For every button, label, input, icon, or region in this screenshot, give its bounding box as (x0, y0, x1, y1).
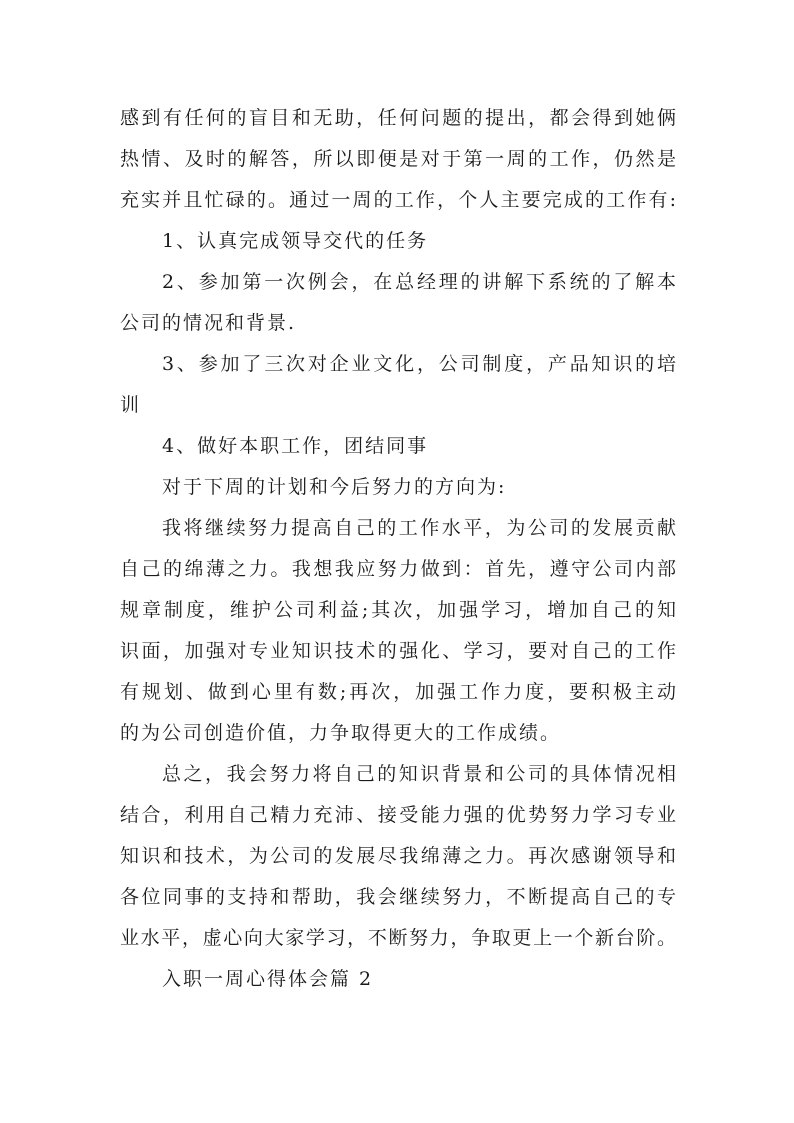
text-line: 知识和技术，为公司的发展尽我绵薄之力。再次感谢领导和 (120, 845, 676, 867)
text-line: 充实并且忙碌的。通过一周的工作，个人主要完成的工作有: (120, 189, 676, 211)
paragraph-intro: 对于下周的计划和今后努力的方向为: (162, 476, 507, 498)
text-line: 公司的情况和背景. (120, 312, 297, 334)
text-line: 识面，加强对专业知识技术的强化、学习，要对自己的工作 (120, 640, 676, 662)
list-item-2: 2、参加第一次例会，在总经理的讲解下系统的了解本 (162, 271, 676, 293)
text-line: 感到有任何的盲目和无助，任何问题的提出，都会得到她俩 (120, 107, 676, 129)
text-line: 热情、及时的解答，所以即便是对于第一周的工作，仍然是 (120, 148, 676, 170)
text-line: 训 (120, 394, 142, 416)
text-line: 我将继续努力提高自己的工作水平，为公司的发展贡献 (162, 517, 676, 539)
list-item-4: 4、做好本职工作，团结同事 (162, 435, 429, 457)
text-line: 各位同事的支持和帮助，我会继续努力，不断提高自己的专 (120, 886, 676, 908)
text-line: 规章制度，维护公司利益;其次，加强学习，增加自己的知 (120, 599, 676, 621)
text-line: 结合，利用自己精力充沛、接受能力强的优势努力学习专业 (120, 804, 676, 826)
text-line: 总之，我会努力将自己的知识背景和公司的具体情况相 (162, 763, 676, 785)
text-line: 业水平，虚心向大家学习，不断努力，争取更上一个新台阶。 (120, 927, 676, 949)
section-heading: 入职一周心得体会篇 2 (162, 968, 374, 990)
text-line: 的为公司创造价值，力争取得更大的工作成绩。 (120, 722, 562, 744)
list-item-3: 3、参加了三次对企业文化，公司制度，产品知识的培 (162, 353, 676, 375)
list-item-1: 1、认真完成领导交代的任务 (162, 230, 429, 252)
text-line: 有规划、做到心里有数;再次，加强工作力度，要积极主动 (120, 681, 676, 703)
document-body (120, 98, 676, 1000)
text-line: 自己的绵薄之力。我想我应努力做到：首先，遵守公司内部 (120, 558, 676, 580)
